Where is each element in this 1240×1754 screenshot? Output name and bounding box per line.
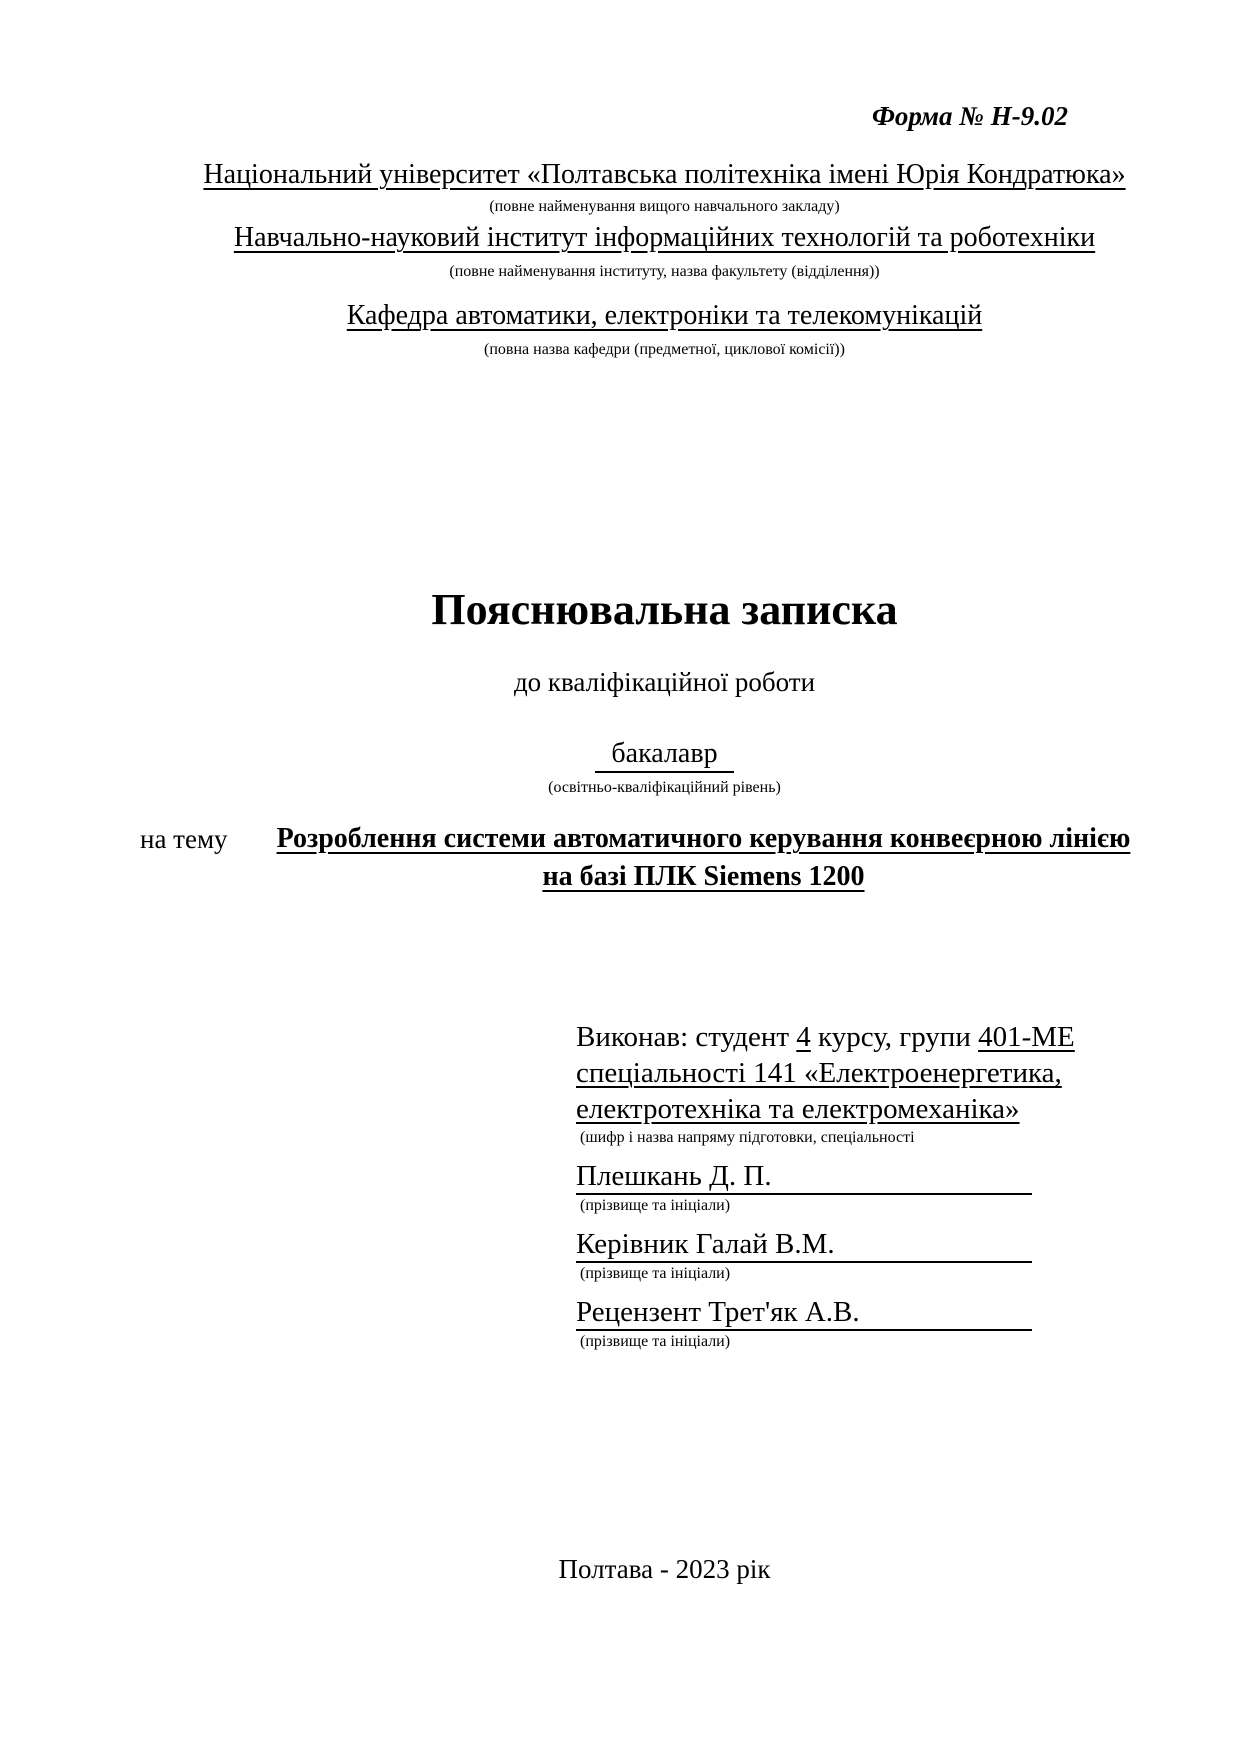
degree-level: бакалавр [595,737,733,773]
reviewer-caption: (прізвище та ініціали) [580,1333,731,1350]
supervisor-signature-row [576,1227,1032,1283]
specialty-line2: електротехніка та електромеханіка» [576,1093,1020,1125]
university-caption: (повне найменування вищого навчального закладу) [489,198,840,215]
student-caption: (прізвище та ініціали) [580,1197,731,1214]
specialty-caption: (шифр і назва напряму підготовки, спеціальності [580,1129,915,1146]
supervisor-name: Керівник Галай В.М. [576,1227,1032,1263]
degree-line [177,737,1152,773]
student-signature-row [576,1159,1032,1215]
executor-block [576,1019,1075,1351]
university-name: Національний університет «Полтавська політехніка імені Юрія Кондратюка» [203,159,1126,190]
reviewer-name: Рецензент Трет'як А.В. [576,1295,1032,1331]
department-name: Кафедра автоматики, електроніки та телекомунікацій [346,300,983,331]
footer-city-year: Полтава - 2023 рік [558,1554,771,1584]
executor-line1 [576,1019,1075,1055]
topic-line1: Розроблення системи автоматичного керування конвеєрною лінією [276,823,1131,854]
specialty-line1: спеціальності 141 «Електроенергетика, [576,1057,1062,1089]
reviewer-signature-row [576,1295,1032,1351]
executor-prefix: Виконав: студент [576,1021,797,1053]
executor-course: 4 [796,1021,811,1053]
page-title: Пояснювальна записка [431,585,898,634]
form-number: Форма № Н-9.02 [871,101,1068,131]
institute-caption: (повне найменування інституту, назва факультету (відділення)) [449,263,880,280]
department-caption: (повна назва кафедри (предметної, циклової комісії)) [484,341,845,358]
degree-caption: (освітньо-кваліфікаційний рівень) [548,779,781,796]
executor-group: 401-МЕ [978,1021,1075,1053]
institute-name: Навчально-науковий інститут інформаційних технологій та роботехніки [233,222,1096,253]
topic-label: на тему [140,824,228,854]
topic-block [140,820,1152,896]
student-name: Плешкань Д. П. [576,1159,1032,1195]
supervisor-caption: (прізвище та ініціали) [580,1265,731,1282]
topic-line2: на базі ПЛК Siemens 1200 [542,861,865,892]
page-subtitle: до кваліфікаційної роботи [513,667,816,697]
topic-text [255,820,1152,896]
executor-middle: курсу, групи [810,1021,979,1053]
